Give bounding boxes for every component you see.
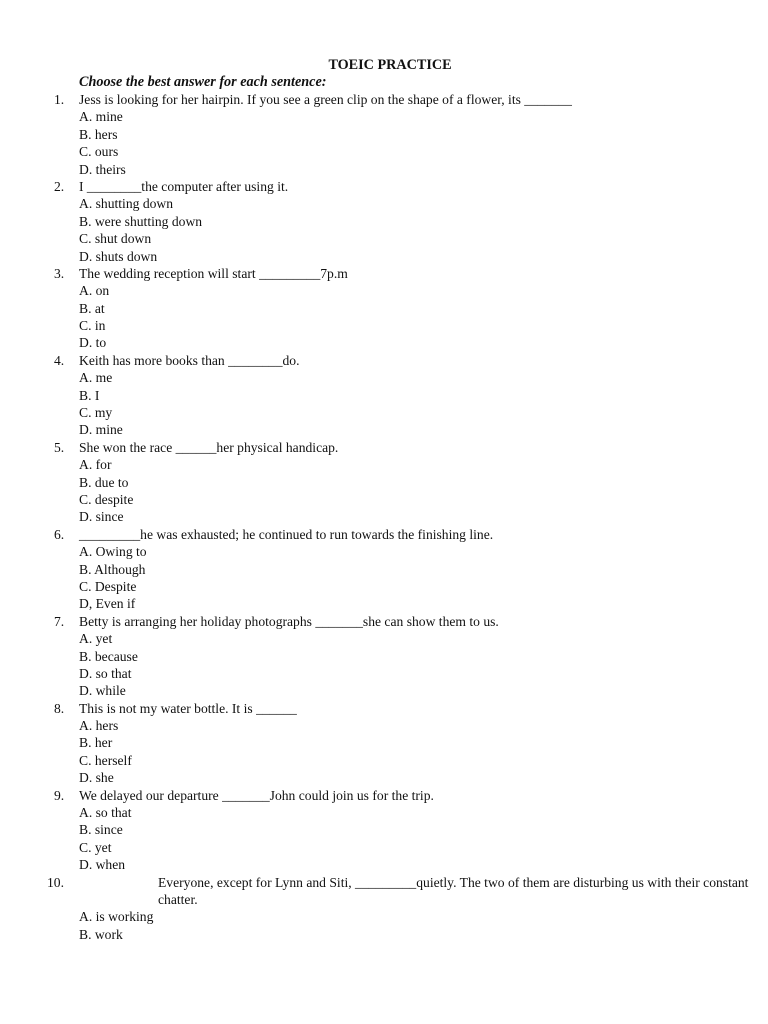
answer-option: C. ours <box>79 144 119 160</box>
answer-option: C. herself <box>79 752 132 768</box>
answer-option: B. because <box>79 648 138 664</box>
question-6 <box>0 526 768 613</box>
answer-option: B. her <box>79 735 113 751</box>
question-number: 1. <box>54 92 65 107</box>
question-text: Keith has more books than ________do. <box>79 352 300 368</box>
question-1 <box>0 91 768 178</box>
question-number: 5. <box>54 439 65 455</box>
answer-option: C. my <box>79 405 113 421</box>
answer-option: D. since <box>79 509 124 525</box>
question-text: Everyone, except for Lynn and Siti, _________quietly. The two of them are disturbing us with their constant chatter. <box>158 874 749 907</box>
answer-option: D. while <box>79 683 126 699</box>
question-text: Betty is arranging her holiday photographs _______she can show them to us. <box>79 613 499 629</box>
page-title: TOEIC PRACTICE <box>328 57 452 73</box>
answer-option: C. yet <box>79 839 112 855</box>
question-8 <box>0 700 768 787</box>
question-text: She won the race ______her physical handicap. <box>79 439 339 455</box>
answer-option: A. so that <box>79 805 132 821</box>
answer-option: C. despite <box>79 491 134 507</box>
answer-option: A. hers <box>79 718 119 734</box>
question-text: The wedding reception will start _________7p.m <box>79 265 348 281</box>
question-number: 9. <box>54 787 65 803</box>
question-10 <box>0 874 768 944</box>
question-3 <box>0 265 768 352</box>
question-number: 8. <box>54 700 65 716</box>
answer-option: D. theirs <box>79 161 126 177</box>
answer-option: C. in <box>79 318 106 334</box>
answer-option: D. she <box>79 770 114 786</box>
answer-option: A. mine <box>79 109 123 125</box>
question-text: _________he was exhausted; he continued to run towards the finishing line. <box>79 526 494 542</box>
answer-option: B. at <box>79 300 105 316</box>
instruction-text: Choose the best answer for each sentence: <box>79 74 327 90</box>
answer-option: D, Even if <box>79 596 136 612</box>
answer-option: A. yet <box>79 631 113 647</box>
question-text: We delayed our departure _______John could join us for the trip. <box>79 787 434 803</box>
answer-option: C. shut down <box>79 231 152 247</box>
answer-option: D. to <box>79 335 107 351</box>
question-7 <box>0 613 768 700</box>
question-text: I ________the computer after using it. <box>79 178 289 194</box>
answer-option: B. since <box>79 822 123 838</box>
answer-option: B. Although <box>79 561 146 577</box>
question-5 <box>0 439 768 526</box>
answer-option: A. Owing to <box>79 544 147 560</box>
question-text: This is not my water bottle. It is ______ <box>79 700 297 716</box>
answer-option: B. work <box>79 926 123 942</box>
question-2 <box>0 178 768 265</box>
answer-option: D. so that <box>79 665 132 681</box>
answer-option: B. hers <box>79 126 118 142</box>
question-number: 2. <box>54 178 65 194</box>
question-9 <box>0 787 768 874</box>
answer-option: D. shuts down <box>79 248 158 264</box>
question-text: Jess is looking for her hairpin. If you see a green clip on the shape of a flower, its _______ <box>79 92 572 107</box>
question-4 <box>0 352 768 439</box>
question-number: 10. <box>47 874 64 890</box>
answer-option: A. shutting down <box>79 196 174 212</box>
question-list <box>0 91 768 943</box>
question-number: 4. <box>54 352 65 368</box>
answer-option: A. me <box>79 370 113 386</box>
answer-option: A. on <box>79 283 110 299</box>
answer-option: B. were shutting down <box>79 213 203 229</box>
question-number: 3. <box>54 265 65 281</box>
answer-option: B. I <box>79 387 100 403</box>
answer-option: D. when <box>79 857 126 873</box>
answer-option: C. Despite <box>79 578 137 594</box>
answer-option: B. due to <box>79 474 129 490</box>
answer-option: A. is working <box>79 909 154 925</box>
answer-option: D. mine <box>79 422 123 438</box>
question-number: 6. <box>54 526 65 542</box>
answer-option: A. for <box>79 457 112 473</box>
question-number: 7. <box>54 613 65 629</box>
